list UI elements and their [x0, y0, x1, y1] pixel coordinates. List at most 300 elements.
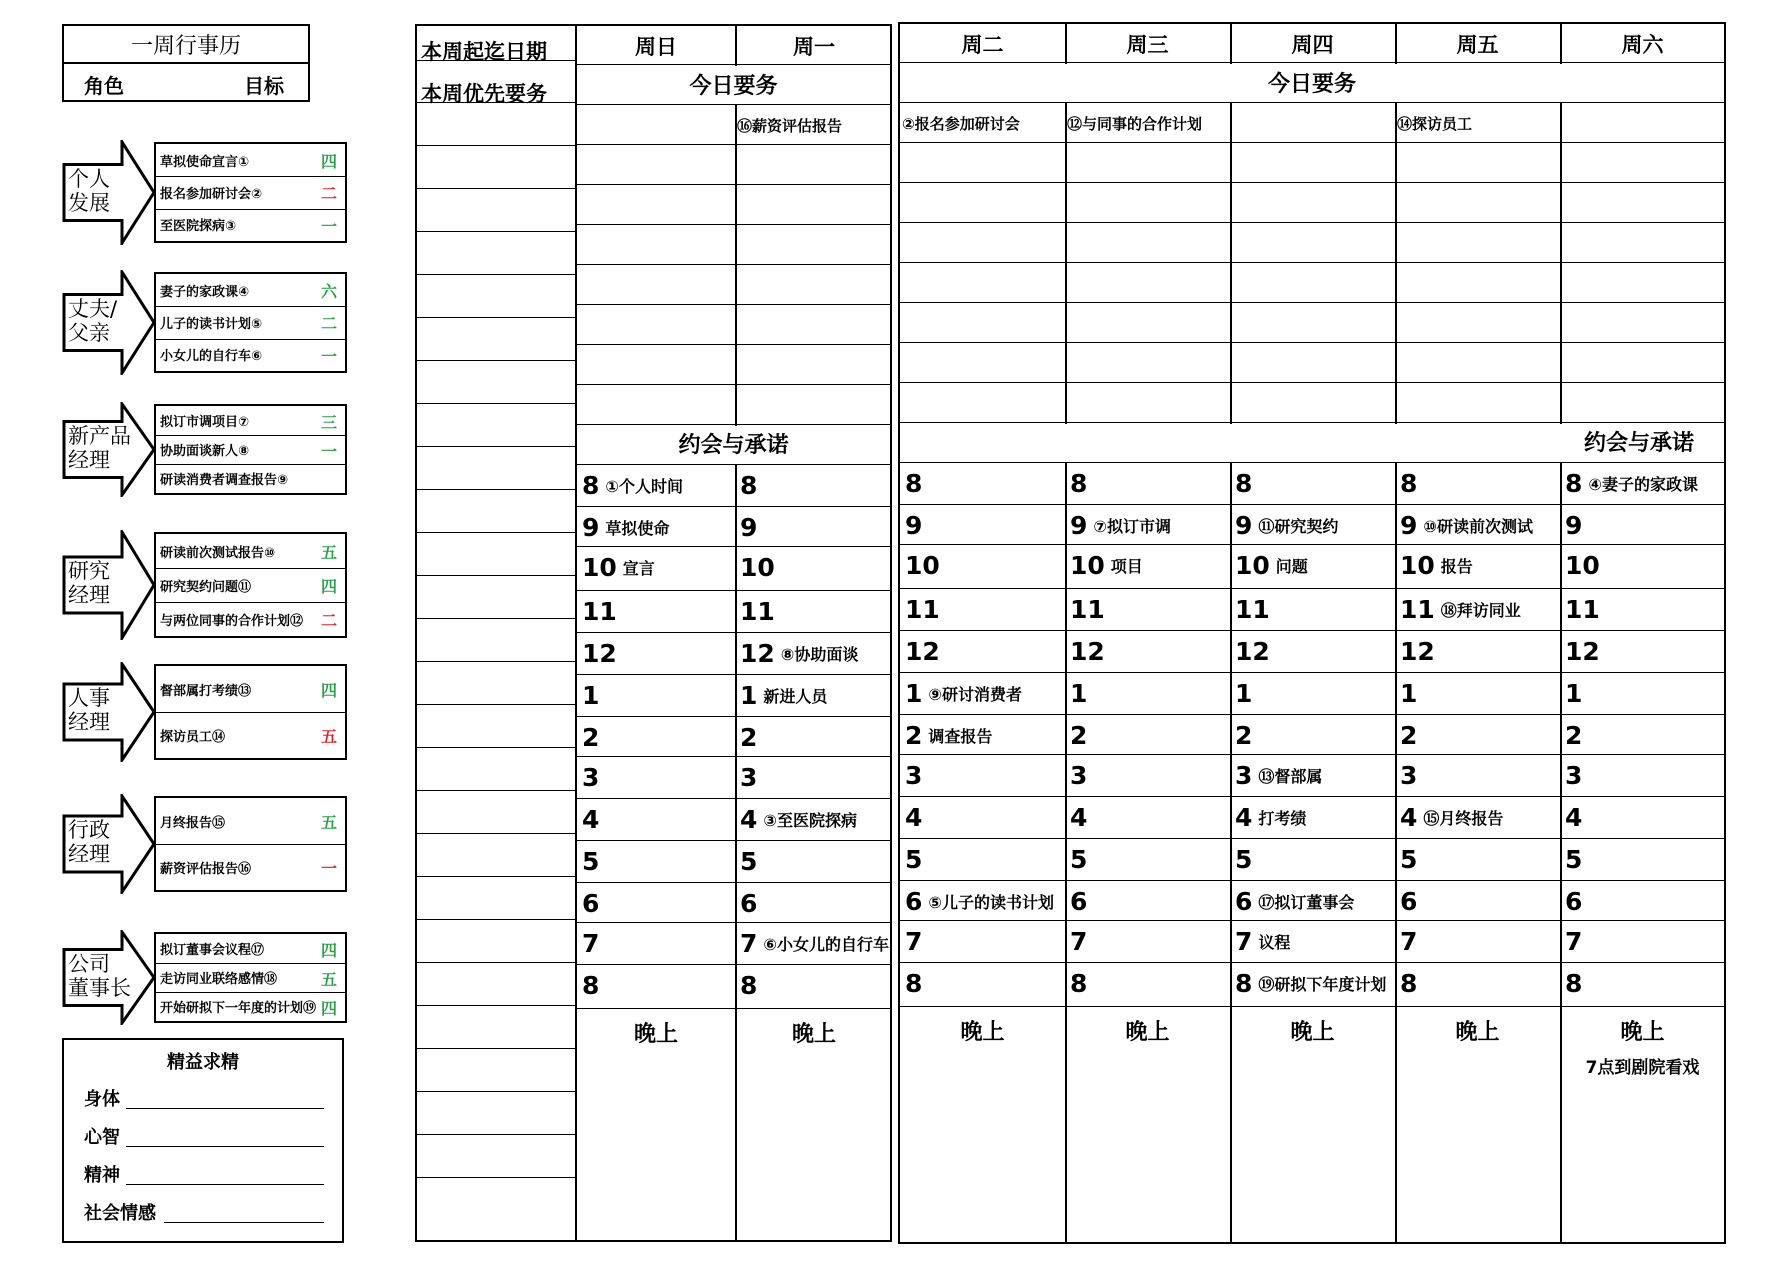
time-slot [1232, 590, 1391, 628]
hour-label: 8 [1400, 468, 1418, 498]
hour-label: 2 [1235, 720, 1253, 750]
time-slot [902, 506, 1061, 544]
priority-line [417, 833, 575, 834]
appointments-label: 约会与承诺 [678, 433, 789, 458]
hour-label: 8 [582, 470, 600, 500]
priority-line [417, 704, 575, 705]
time-slot [1562, 674, 1721, 712]
hour-label: 11 [582, 596, 617, 626]
time-slot [902, 964, 1061, 1002]
time-slot [737, 508, 889, 546]
goal-item [156, 306, 345, 339]
appointment: ⑮月终报告 [1423, 808, 1504, 828]
time-slot [579, 718, 731, 756]
day-header: 周六 [1621, 33, 1664, 57]
time-slot [1232, 756, 1391, 794]
hour-row-line [577, 756, 890, 757]
priority-line [417, 962, 575, 963]
time-slot [737, 842, 889, 880]
day-header: 周二 [961, 33, 1004, 57]
priority-mark: 四 [320, 152, 337, 172]
task-row-line [900, 222, 1724, 223]
time-slot [1067, 840, 1226, 878]
task-row-line [900, 142, 1724, 143]
role-goals-box [154, 796, 347, 892]
hour-label: 4 [1070, 802, 1088, 832]
hour-label: 10 [1565, 550, 1600, 580]
priority-line [417, 618, 575, 619]
time-slot [1397, 674, 1556, 712]
time-slot [902, 464, 1061, 502]
hour-label: 10 [1235, 550, 1270, 580]
sharpen-item [84, 1123, 324, 1149]
time-slot [579, 548, 731, 586]
priority-line [417, 1134, 575, 1135]
time-slot [1562, 756, 1721, 794]
goal-item [156, 934, 345, 964]
priority-line [417, 102, 575, 103]
hour-label: 7 [1400, 926, 1418, 956]
time-slot [1562, 840, 1721, 878]
hour-label: 1 [1565, 678, 1583, 708]
priority-line [417, 403, 575, 404]
hour-label: 8 [1565, 468, 1583, 498]
goal-text: 探访员工⑭ [160, 729, 226, 745]
evening-label: 晚上 [791, 1021, 836, 1047]
sharpen-item [84, 1085, 324, 1111]
hour-row-line [577, 632, 890, 633]
priority-mark: 六 [320, 282, 337, 302]
time-slot [1397, 798, 1556, 836]
hour-label: 9 [905, 510, 923, 540]
appointment: ⑪研究契约 [1258, 516, 1339, 536]
left-panel [0, 0, 345, 1266]
day-col-line-top [1560, 24, 1562, 64]
hour-row-line [900, 838, 1724, 839]
hour-label: 3 [1565, 760, 1583, 790]
goal-text: 拟订市调项目⑦ [160, 415, 250, 430]
hour-label: 12 [582, 638, 617, 668]
hour-label: 2 [740, 722, 758, 752]
role-name: 人事 经理 [68, 686, 110, 734]
hour-row-line [577, 716, 890, 717]
hour-label: 5 [582, 846, 600, 876]
today-tasks-label: 今日要务 [1267, 71, 1356, 97]
hour-row-line [900, 754, 1724, 755]
time-slot [1562, 922, 1721, 960]
goal-text: 研读消费者调查报告⑨ [160, 473, 289, 488]
task-row-line [900, 262, 1724, 263]
hour-row-line [577, 464, 890, 465]
day-col-line-top [1395, 24, 1397, 64]
role-goals-box [154, 142, 347, 243]
hour-label: 6 [1400, 886, 1418, 916]
priority-line [417, 1048, 575, 1049]
appointment: ⑬督部属 [1258, 766, 1323, 786]
weekly-priority-label: 本周优先要务 [421, 82, 547, 106]
evening-note: 7点到剧院看戏 [1585, 1057, 1700, 1078]
evening-label: 晚上 [1290, 1019, 1335, 1045]
hour-label: 3 [905, 760, 923, 790]
hour-label: 12 [740, 638, 775, 668]
hour-label: 8 [1400, 968, 1418, 998]
hour-label: 4 [1400, 802, 1418, 832]
priority-line [417, 532, 575, 533]
hour-label: 6 [1565, 886, 1583, 916]
time-slot [1397, 840, 1556, 878]
hour-label: 8 [1235, 968, 1253, 998]
appointment: ①个人时间 [605, 476, 683, 496]
time-slot [1562, 716, 1721, 754]
priority-line [417, 188, 575, 189]
day-col-line-tasks [1065, 102, 1067, 424]
hour-row-line [900, 504, 1724, 505]
appointments-label: 约会与承诺 [1583, 431, 1694, 456]
sharpen-item [84, 1199, 324, 1225]
time-slot [1562, 632, 1721, 670]
evening-label: 晚上 [1125, 1019, 1170, 1045]
hour-label: 3 [740, 762, 758, 792]
time-slot [1067, 922, 1226, 960]
task-row-line [900, 342, 1724, 343]
priority-line [417, 446, 575, 447]
today-tasks-divider [577, 104, 890, 105]
hour-label: 5 [740, 846, 758, 876]
time-slot [1232, 546, 1391, 584]
sharpen-item [84, 1161, 324, 1187]
hour-row-line [577, 798, 890, 799]
day-col-line-appts [1395, 462, 1397, 1242]
time-slot [737, 676, 889, 714]
role-block [62, 530, 347, 640]
appointment: ⑧协助面谈 [780, 644, 859, 664]
goal-text: 督部属打考绩⑬ [160, 683, 252, 699]
hour-label: 8 [905, 468, 923, 498]
appointment: ⑦拟订市调 [1093, 516, 1171, 536]
hour-label: 8 [740, 470, 758, 500]
day-col-line-tasks [1560, 102, 1562, 424]
goal-text: 与两位同事的合作计划⑫ [160, 613, 304, 629]
time-slot [1397, 546, 1556, 584]
hour-row-line [577, 922, 890, 923]
priority-line [417, 747, 575, 748]
hour-label: 2 [1565, 720, 1583, 750]
hour-label: 8 [905, 968, 923, 998]
hour-label: 9 [1235, 510, 1253, 540]
priority-column [415, 24, 577, 1242]
task-row-line [900, 302, 1724, 303]
role-goals-box [154, 932, 347, 1023]
task-row-line [577, 264, 890, 265]
priority-mark: 五 [320, 813, 337, 832]
time-slot [737, 800, 889, 838]
goal-text: 协助面谈新人⑧ [160, 444, 250, 459]
day-col-line-appts [1065, 462, 1067, 1242]
day-col-line-top [735, 26, 737, 66]
goal-item [156, 435, 345, 465]
time-slot [902, 840, 1061, 878]
priority-line [417, 1177, 575, 1178]
hour-label: 4 [582, 804, 600, 834]
time-slot [1562, 590, 1721, 628]
goal-item [156, 602, 345, 636]
time-slot [1232, 506, 1391, 544]
hour-label: 12 [1565, 636, 1600, 666]
hour-label: 6 [905, 886, 923, 916]
hour-row-line [900, 588, 1724, 589]
appointment: ⑲研拟下年度计划 [1258, 974, 1387, 994]
goal-item [156, 176, 345, 209]
time-slot [902, 546, 1061, 584]
time-slot [579, 758, 731, 796]
priority-mark: 四 [320, 681, 337, 700]
appointments-top-line [577, 424, 890, 425]
hour-row-line [900, 962, 1724, 963]
hour-row-line [577, 674, 890, 675]
time-slot [1397, 964, 1556, 1002]
time-slot [737, 634, 889, 672]
priority-line [417, 1005, 575, 1006]
week-grid-sun-mon [575, 24, 892, 1242]
appointment: ⑨研讨消费者 [928, 684, 1022, 704]
hour-label: 11 [1400, 594, 1435, 624]
hour-row-line [577, 964, 890, 965]
task-row-line [577, 304, 890, 305]
goal-header: 目标 [244, 74, 284, 98]
role-name: 研究 经理 [68, 559, 110, 607]
hour-label: 6 [1070, 886, 1088, 916]
day-header: 周五 [1456, 33, 1499, 57]
day-col-line-top [1065, 24, 1067, 64]
sharpen-label: 精神 [84, 1165, 120, 1186]
priority-mark: 二 [320, 611, 337, 630]
time-slot [902, 632, 1061, 670]
time-slot [902, 590, 1061, 628]
sharpen-underline [126, 1146, 324, 1147]
priority-mark: 一 [320, 441, 337, 461]
today-task: ⑫与同事的合作计划 [1067, 114, 1203, 133]
goal-item [156, 144, 345, 177]
today-tasks-label: 今日要务 [689, 73, 778, 99]
priority-mark: 二 [320, 184, 337, 204]
hour-label: 9 [1400, 510, 1418, 540]
appointment: 调查报告 [928, 726, 993, 746]
goal-item [156, 798, 345, 845]
appointment: ⑩研读前次测试 [1423, 516, 1533, 536]
hour-label: 12 [905, 636, 940, 666]
priority-mark: 四 [320, 998, 337, 1018]
appointment: 草拟使命 [605, 518, 670, 538]
time-slot [1232, 716, 1391, 754]
time-slot [1562, 506, 1721, 544]
day-col-line-appts [735, 464, 737, 1240]
hour-label: 10 [1070, 550, 1105, 580]
goal-text: 月终报告⑮ [160, 815, 226, 831]
time-slot [1067, 546, 1226, 584]
hour-row-line [900, 920, 1724, 921]
hour-label: 6 [740, 888, 758, 918]
priority-line [417, 575, 575, 576]
hour-label: 9 [740, 512, 758, 542]
hour-label: 11 [1070, 594, 1105, 624]
sharpen-underline [164, 1222, 324, 1223]
appointment: ⑰拟订董事会 [1258, 892, 1355, 912]
hour-label: 6 [582, 888, 600, 918]
time-slot [737, 466, 889, 504]
time-slot [579, 842, 731, 880]
time-slot [579, 884, 731, 922]
hour-row-line [900, 796, 1724, 797]
day-header: 周一 [793, 35, 835, 59]
goal-text: 报名参加研讨会② [160, 186, 263, 202]
appointment: 打考绩 [1258, 808, 1307, 828]
time-slot [579, 676, 731, 714]
hour-row-line [900, 672, 1724, 673]
hour-row-line [900, 880, 1724, 881]
priority-mark: 一 [320, 859, 337, 878]
hour-label: 8 [1235, 468, 1253, 498]
goal-text: 走访同业联络感情⑱ [160, 972, 278, 987]
time-slot [1562, 546, 1721, 584]
hour-label: 3 [1400, 760, 1418, 790]
time-slot [1067, 716, 1226, 754]
hour-label: 2 [1070, 720, 1088, 750]
hour-label: 12 [1400, 636, 1435, 666]
goal-item [156, 568, 345, 603]
hour-label: 4 [1235, 802, 1253, 832]
appointment: 报告 [1440, 556, 1473, 576]
hour-label: 5 [1400, 844, 1418, 874]
time-slot [1232, 798, 1391, 836]
sharpen-the-saw-box [62, 1038, 344, 1243]
priority-mark: 四 [320, 577, 337, 596]
goal-item [156, 406, 345, 436]
day-header: 周三 [1126, 33, 1169, 57]
sharpen-underline [126, 1108, 324, 1109]
time-slot [1067, 964, 1226, 1002]
time-slot [1397, 756, 1556, 794]
sharpen-label: 心智 [84, 1127, 120, 1148]
time-slot [579, 966, 731, 1004]
time-slot [1232, 674, 1391, 712]
time-slot [1067, 632, 1226, 670]
goal-item [156, 534, 345, 569]
priority-line [417, 489, 575, 490]
time-slot [737, 966, 889, 1004]
hour-label: 7 [1235, 926, 1253, 956]
time-slot [1067, 798, 1226, 836]
time-slot [579, 508, 731, 546]
hour-label: 2 [1400, 720, 1418, 750]
appointments-top-line [900, 422, 1724, 423]
today-task: ⑯薪资评估报告 [737, 116, 843, 135]
day-col-line-appts [1560, 462, 1562, 1242]
priority-mark: 二 [320, 314, 337, 334]
hour-label: 7 [1070, 926, 1088, 956]
priority-mark: 四 [320, 940, 337, 960]
role-name: 公司 董事长 [68, 951, 131, 1000]
hour-label: 2 [582, 722, 600, 752]
day-col-line-tasks [735, 104, 737, 426]
day-col-line-tasks [1230, 102, 1232, 424]
hour-label: 1 [905, 678, 923, 708]
role-name: 丈夫/ 父亲 [68, 296, 118, 345]
time-slot [579, 924, 731, 962]
priority-line [417, 231, 575, 232]
role-block [62, 930, 347, 1025]
hour-label: 1 [1235, 678, 1253, 708]
hour-row-line [577, 590, 890, 591]
role-name: 个人 发展 [68, 166, 110, 215]
appointment: ⑥小女儿的自行车 [763, 934, 889, 954]
hour-label: 8 [1565, 968, 1583, 998]
week-grid-tue-sat [898, 22, 1726, 1244]
today-task: ⑭探访员工 [1397, 114, 1473, 133]
hour-label: 10 [1400, 550, 1435, 580]
goal-item [156, 844, 345, 890]
role-block [62, 270, 347, 375]
appointment: 问题 [1275, 556, 1308, 576]
priority-line [417, 274, 575, 275]
task-row-line [577, 344, 890, 345]
priority-line [417, 790, 575, 791]
goal-item [156, 339, 345, 371]
role-header: 角色 [84, 74, 124, 98]
priority-line [417, 919, 575, 920]
goal-item [156, 274, 345, 307]
time-slot [737, 924, 889, 962]
hour-row-line [577, 506, 890, 507]
role-name: 新产品 经理 [68, 423, 131, 472]
time-slot [1067, 756, 1226, 794]
time-slot [1232, 840, 1391, 878]
time-slot [1397, 632, 1556, 670]
hour-row-line [900, 462, 1724, 463]
appointment: ③至医院探病 [763, 810, 857, 830]
priority-mark: 三 [320, 412, 337, 432]
goal-text: 草拟使命宣言① [160, 154, 250, 170]
time-slot [902, 674, 1061, 712]
evening-label: 晚上 [960, 1019, 1005, 1045]
time-slot [1397, 716, 1556, 754]
weekly-calendar-title: 一周行事历 [62, 24, 310, 64]
day-col-line-top [1230, 24, 1232, 64]
hour-row-line [900, 630, 1724, 631]
sharpen-label: 身体 [84, 1089, 120, 1110]
date-range-label: 本周起迄日期 [421, 40, 547, 64]
hour-label: 9 [1070, 510, 1088, 540]
goal-text: 至医院探病③ [160, 219, 237, 235]
hour-label: 7 [1565, 926, 1583, 956]
hour-label: 8 [740, 970, 758, 1000]
task-row-line [577, 144, 890, 145]
hour-label: 11 [905, 594, 940, 624]
time-slot [579, 466, 731, 504]
hour-label: 1 [1070, 678, 1088, 708]
hour-label: 3 [1235, 760, 1253, 790]
priority-mark: 五 [320, 969, 337, 989]
hour-label: 8 [582, 970, 600, 1000]
time-slot [737, 592, 889, 630]
appointment: 新进人员 [763, 686, 828, 706]
header-divider [577, 64, 890, 65]
evening-label: 晚上 [1620, 1019, 1665, 1045]
role-goals-box [154, 404, 347, 495]
hour-label: 9 [582, 512, 600, 542]
time-slot [902, 798, 1061, 836]
priority-line [417, 145, 575, 146]
role-block [62, 794, 347, 894]
